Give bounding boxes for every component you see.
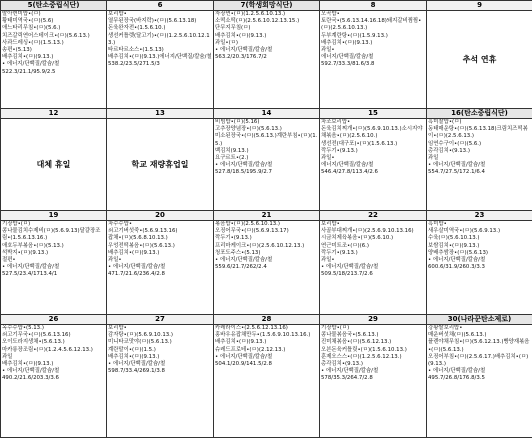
menu-line: 흑미밥• — [428, 221, 447, 227]
menu-line: • 에너지/단백질/칼슘/철 — [215, 257, 273, 264]
menu-line: 토란국•(5.6.13.14.16.18)돼지갈비찜찜•(ㅁ)(2.5.6.10.13.) — [321, 18, 422, 32]
day-header: 16(탄소중립식단) — [427, 109, 532, 119]
menu-line: 522.3/21.1/95.9/2.5 — [2, 68, 56, 75]
menu-line: 오곡밥• — [321, 11, 340, 17]
menu-line: 과일• — [321, 257, 335, 264]
day-header: 21 — [214, 211, 320, 221]
menu-line: 매운버섯채(ㅁ)(5.6.13.) — [428, 332, 487, 339]
menu-line: 비빔밥•(ㅁ)(5.16) — [215, 119, 260, 125]
menu-line: 559.6/21.7/262/2.4 — [215, 264, 267, 271]
menu-line: 546.4/27.8/113.4/2.6 — [321, 169, 378, 176]
menu-cell — [320, 325, 427, 438]
menu-line: 과일 — [2, 353, 13, 360]
day-header-row — [1, 211, 532, 221]
menu-line: 기장밥•(ㅁ) — [321, 325, 350, 331]
day-header-row — [1, 1, 532, 11]
menu-line: 생선커틀렛(달고기)•(ㅁ)(1.2.5.6.10.12.13.) — [108, 32, 210, 46]
menu-line: 애호두부볶음•(ㅁ)(5.13.) — [2, 242, 64, 249]
menu-line: 에너지/단백질/칼슘/철 — [321, 54, 374, 61]
menu-line: 절편• — [2, 257, 16, 264]
menu-line: • 에너지/단백질/칼슘/철 — [108, 361, 166, 368]
day-header: 13 — [107, 109, 214, 119]
menu-line: 강황쌀보리밥• — [428, 325, 463, 331]
menu-line: 카레라이스•(2.5.6.12.13.16) — [215, 325, 288, 331]
menu-line: 배추김치•(ㅁ)(9.13.) — [2, 54, 54, 61]
day-header: 29 — [320, 315, 427, 325]
menu-line: 538.2/23.5/271.5/3 — [108, 61, 160, 68]
menu-line: 콩나물볶음국•(5.6.13.) — [321, 332, 379, 339]
menu-line: • 에너지/단백질/칼슘/철 — [428, 162, 486, 169]
menu-line: 563.2/20.3/176.7/2 — [215, 54, 267, 61]
menu-cell — [427, 221, 532, 315]
menu-cell — [320, 11, 427, 109]
menu-line: 미니타코맛야(ㅁ)(5.6.13.) — [108, 339, 172, 346]
menu-line: 돈육완자전•(1.5.6.10.) — [108, 25, 166, 32]
menu-line: 과일• — [108, 257, 122, 264]
menu-line: 471.7/21.6/236.4/2.8 — [108, 271, 165, 278]
menu-cell — [107, 221, 214, 315]
menu-cell — [214, 11, 320, 109]
menu-line: 과일 — [428, 155, 439, 162]
menu-line: 490.2/21.6/203.3/3.6 — [2, 375, 59, 382]
menu-cell — [1, 325, 107, 438]
menu-cell — [214, 325, 320, 438]
menu-line: 기장밥•(ㅁ) — [2, 221, 31, 227]
holiday-label: 추석 연휴 — [462, 55, 497, 64]
day-header: 8 — [320, 1, 427, 11]
menu-cell — [320, 221, 427, 315]
menu-line: 고추장양념장•(ㅁ)(5.6.13.) — [215, 126, 282, 133]
menu-line: 돈육김치찌개•(ㅁ)(5.6.9.10.13.)소시지야채볶음•(ㅁ)(2.5.6.10.) — [321, 126, 423, 140]
menu-line: 옥수수밥•(5.13.) — [2, 325, 44, 331]
day-header: 26 — [1, 315, 107, 325]
menu-line: 보리밥• — [108, 325, 127, 331]
menu-line: 에너지/단백질/칼슘/철 — [321, 162, 374, 169]
menu-line: 수육(ㅁ)(5.6.10.13.) — [428, 235, 480, 242]
menu-line: 열무된장국(바지락)•(ㅁ)(5.6.13.18) — [108, 18, 197, 25]
menu-line: 감자탕•(ㅁ)(5.6.9.10.13.) — [108, 332, 173, 339]
menu-line: 요구르트•(2.) — [215, 155, 249, 162]
menu-line: 과일• — [321, 155, 335, 162]
menu-line: 백김치(9.13.) — [215, 147, 249, 154]
day-header: 27 — [107, 315, 214, 325]
menu-line: 527.8/18.5/195.9/2.7 — [215, 169, 272, 176]
menu-line: 계란말이•(ㅁ)(1.5.) — [108, 346, 156, 353]
menu-cell — [320, 119, 427, 211]
menu-line: 총각김치•(9.13.) — [321, 361, 363, 368]
menu-cell — [107, 11, 214, 109]
menu-line: 554.7/27.5/172.1/6.4 — [428, 169, 485, 176]
menu-line: • 에너지/단백질/칼슘/철 — [215, 47, 273, 54]
menu-line: • 에너지/단백질/칼슘/철 — [321, 264, 379, 271]
menu-line: 볶음밥•(ㅁ)(2.5.6.10.13.) — [215, 221, 280, 227]
day-header: 5(탄소중립식단) — [1, 1, 107, 11]
menu-line: 배추김치•(ㅁ)(9.13.) — [108, 249, 160, 256]
menu-line: 598.7/33.4/269.1/3.8 — [108, 368, 165, 375]
menu-line: 495.7/26.8/176.8/3.5 — [428, 375, 485, 382]
menu-line: 깍두기•(9.13.) — [321, 147, 358, 154]
menu-line: 보쌈김치•(ㅁ)(9.13.) — [428, 242, 480, 249]
menu-line: 발아현미밥•(ㅁ) — [2, 11, 41, 17]
menu-line: 우엉전떡볶음•(ㅁ)(5.6.13.) — [108, 242, 175, 249]
menu-line: 오이도라지생채•(5.6.13.) — [2, 339, 65, 346]
menu-cell — [1, 221, 107, 315]
menu-line: 흑미찰밥•(ㅁ) — [428, 119, 462, 125]
menu-line: • 에너지/단백질/칼슘/철 — [215, 353, 273, 360]
day-header: 12 — [1, 109, 107, 119]
menu-line: 송편•(5.13) — [2, 47, 32, 54]
menu-line: • 에너지/단백질/칼슘/철 — [2, 368, 60, 375]
menu-cell — [1, 119, 107, 211]
menu-line: 사과드레싱•(ㅁ)(1.5.13.) — [2, 39, 64, 46]
menu-cell — [214, 119, 320, 211]
menu-cell — [107, 325, 214, 438]
menu-line: 치즈갈릭연어스테이크•(ㅁ)(5.6.13.) — [2, 32, 90, 39]
menu-line: 578/35.3/264.7/2.8 — [321, 375, 373, 382]
menu-line: 깍두기•(9.13.) — [215, 235, 252, 242]
menu-line: 배추김치•(ㅁ)(9.13.) — [108, 353, 160, 360]
day-header: 20 — [107, 211, 214, 221]
menu-line: 배추김치•(ㅁ)(9.13.) — [321, 39, 373, 46]
menu-line: 오징어부침•(ㅁ)(2.5.6.17.)배추김치•(ㅁ)(9.13.) — [428, 353, 529, 368]
menu-line: 504.1/20.9/141.5/2.8 — [215, 361, 272, 368]
day-header-row — [1, 315, 532, 325]
menu-line: 오징어무국•(ㅁ)(5.6.9.13.17) — [215, 228, 289, 235]
menu-line: 차조보리밥• — [321, 119, 351, 125]
menu-line: 자장면•(ㅁ)(1.2.5.6.10.13.) — [215, 11, 286, 17]
menu-line: 보리밥• — [108, 11, 127, 17]
menu-line: 임연수구이•(ㅁ)(5.6.) — [428, 140, 482, 147]
menu-line: 쇠고기버섯죽•(5.6.9.13.16) — [108, 228, 178, 235]
menu-line: 동태매운탕•(ㅁ)(5.6.13.18)크림치즈떡볶이•(ㅁ)(2.5.6.13.) — [428, 126, 528, 140]
menu-line: 과일• — [321, 47, 335, 54]
menu-line: 600.6/31.9/260.3/3.3 — [428, 264, 485, 271]
menu-line: 총각김치•(9.13.) — [428, 147, 470, 154]
holiday-label: 학교 재량휴업일 — [131, 160, 189, 169]
day-header: 14 — [214, 109, 320, 119]
menu-cell — [427, 11, 532, 109]
menu-line: 배추김치•(ㅁ)(9.13.)에너지/단백질/칼슘/철 — [108, 54, 212, 61]
menu-line: 보리밥• — [321, 221, 340, 227]
menu-line: 진미채볶음•(ㅁ)(5.6.12.13.) — [321, 339, 392, 346]
menu-line: 청포도주스•(5.13) — [215, 249, 261, 256]
menu-line: 쇠고기무국•(ㅁ)(5.6.13.16) — [2, 332, 71, 339]
menu-cell — [107, 119, 214, 211]
menu-line: 연근미트조•(ㅁ)(6.) — [321, 242, 369, 249]
menu-line: 타르타르소스•(1.5.13) — [108, 47, 164, 54]
menu-line: 배추김치•(ㅁ)(9.13.) — [2, 361, 54, 368]
menu-line: 잡채•(ㅁ)(5.6.8.10.13.) — [108, 235, 168, 242]
menu-line: 마카롱장조림•(ㅁ)(1.2.4.5.6.12.13.) — [2, 346, 93, 353]
menu-line: • 에너지/단백질/칼슘/철 — [428, 368, 486, 375]
menu-line: • 에너지/단백질/칼슘/철 — [428, 257, 486, 264]
day-header: 7(학생회망식단) — [214, 1, 320, 11]
day-header: 9 — [427, 1, 532, 11]
menu-line: 오븐돈육커틀릿•(ㅁ)(1.5.6.10.13.) — [321, 346, 407, 353]
menu-line: 차수수밥• — [108, 221, 133, 227]
menu-line: 훈제오스스•(ㅁ)(1.2.5.6.12.13.) — [321, 353, 402, 360]
menu-line: • 에너지/단백질/칼슘/철 — [108, 264, 166, 271]
day-header: 30(나라꾼탄소제로) — [427, 315, 532, 325]
menu-row — [1, 11, 532, 109]
menu-line: 슈레드프로테•(ㅁ)(2.12.13.) — [215, 346, 286, 353]
menu-line: 새우살미역국•(ㅁ)(5.6.9.13.) — [428, 228, 501, 235]
menu-line: 플렌야채무침•(ㅁ)(5.6.12.13.)빵양재볶음•(ㅁ)(5.6.13.) — [428, 339, 530, 353]
day-header: 15 — [320, 109, 427, 119]
menu-row — [1, 325, 532, 438]
day-header: 6 — [107, 1, 214, 11]
menu-cell — [427, 119, 532, 211]
day-header: 23 — [427, 211, 532, 221]
menu-line: 과일•(ㅁ) — [215, 39, 239, 46]
menu-line: • 에너지/단백질/칼슘/철 — [321, 368, 379, 375]
menu-line: 사골부대찌개•(ㅁ)(2.5.6.9.10.13.16) — [321, 228, 414, 235]
menu-line: 깍두기•(9.13.) — [321, 249, 358, 256]
menu-line: 홍바우유잡채만두•(1.5.6.9.10.13.16.) — [215, 332, 311, 339]
menu-cell — [214, 221, 320, 315]
menu-cell — [427, 325, 532, 438]
menu-cell — [1, 11, 107, 109]
day-header: 19 — [1, 211, 107, 221]
menu-line: 두부계란탕•(ㅁ)(1.5.9.13.) — [321, 32, 388, 39]
day-header: 28 — [214, 315, 320, 325]
day-header-row — [1, 109, 532, 119]
menu-line: • 에너지/단백질/칼슘/철 — [2, 264, 60, 271]
menu-line: • 에너지/단백질/칼슘/철 — [2, 61, 60, 68]
menu-line: 콩나물김치수제비(ㅁ)(5.6.9.13)달걀장조림•(1.5.6.13.16.) — [2, 228, 101, 242]
menu-line: • 에너지/단백질/칼슘/철 — [215, 162, 273, 169]
menu-line: 프리마케이크•(ㅁ)(2.5.6.10.12.13.) — [215, 242, 305, 249]
menu-line: 시금치제육볶음•(ㅁ)(5.6.10.) — [321, 235, 394, 242]
menu-line: 배추김치•(ㅁ)(9.13.) — [215, 32, 267, 39]
menu-line: 단무지무침(ㅁ) — [215, 25, 251, 32]
menu-line: 527.5/23.4/1713.4/1 — [2, 271, 58, 278]
menu-row — [1, 119, 532, 211]
menu-line: 황태미역국•(ㅁ)(5.6) — [2, 18, 54, 25]
day-header: 22 — [320, 211, 427, 221]
menu-line: 석박지•(ㅁ)(9.13.) — [2, 249, 49, 256]
menu-line: 509.5/18/213.7/2.6 — [321, 271, 373, 278]
menu-line: 양배추쌈장•(ㅁ)(5.6.13) — [428, 249, 488, 256]
menu-line: 592.7/33.3/81.6/3.8 — [321, 61, 375, 68]
menu-line: 애느타리무침•(ㅁ)(5.6.) — [2, 25, 61, 32]
menu-row — [1, 221, 532, 315]
menu-line: 배추김치•(ㅁ)(9.13.) — [215, 339, 267, 346]
menu-line: 소떡소떡(ㅁ)(2.5.6.10.12.13.15.) — [215, 18, 300, 25]
holiday-label: 대체 휴일 — [36, 160, 71, 169]
menu-line: 미소된장국•(ㅁ)(5.6.13.)계란부침•(ㅁ)(1.5.) — [215, 133, 318, 147]
menu-line: 생선전(대구포)•(ㅁ)(1.5.6.13.) — [321, 140, 398, 147]
